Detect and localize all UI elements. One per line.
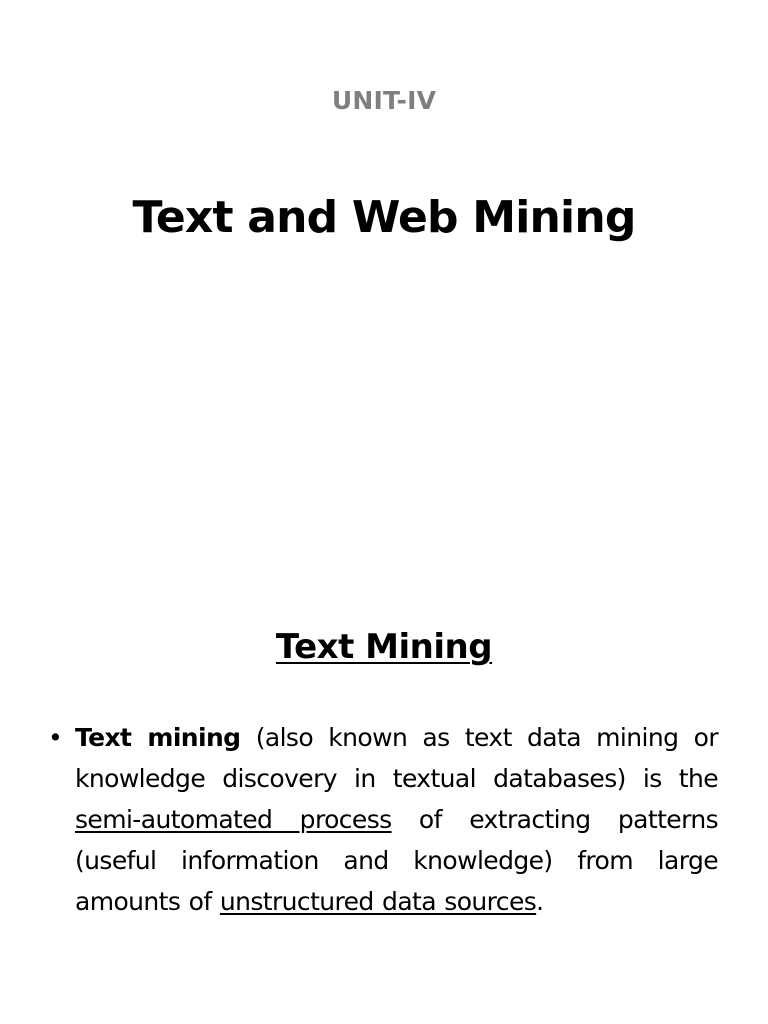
bullet-term: Text mining — [75, 723, 241, 752]
bullet-part-1: (also known as text data mining or knowledge discovery in textual databases) is the — [75, 723, 718, 793]
underlined-phrase-1: semi-automated process — [75, 805, 392, 834]
underlined-phrase-2: unstructured data sources — [219, 887, 537, 916]
bullet-dot-icon: • — [48, 723, 63, 752]
bullet-text — [75, 717, 718, 922]
content-slide — [0, 512, 768, 1024]
bullet-part-3: . — [536, 887, 544, 916]
unit-label: UNIT-IV — [331, 86, 437, 115]
bullet-part-2: of extracting patterns (useful information and knowledge) from large amounts of — [75, 805, 718, 916]
section-heading: Text Mining — [275, 627, 493, 667]
main-title: Text and Web Mining — [132, 192, 636, 243]
